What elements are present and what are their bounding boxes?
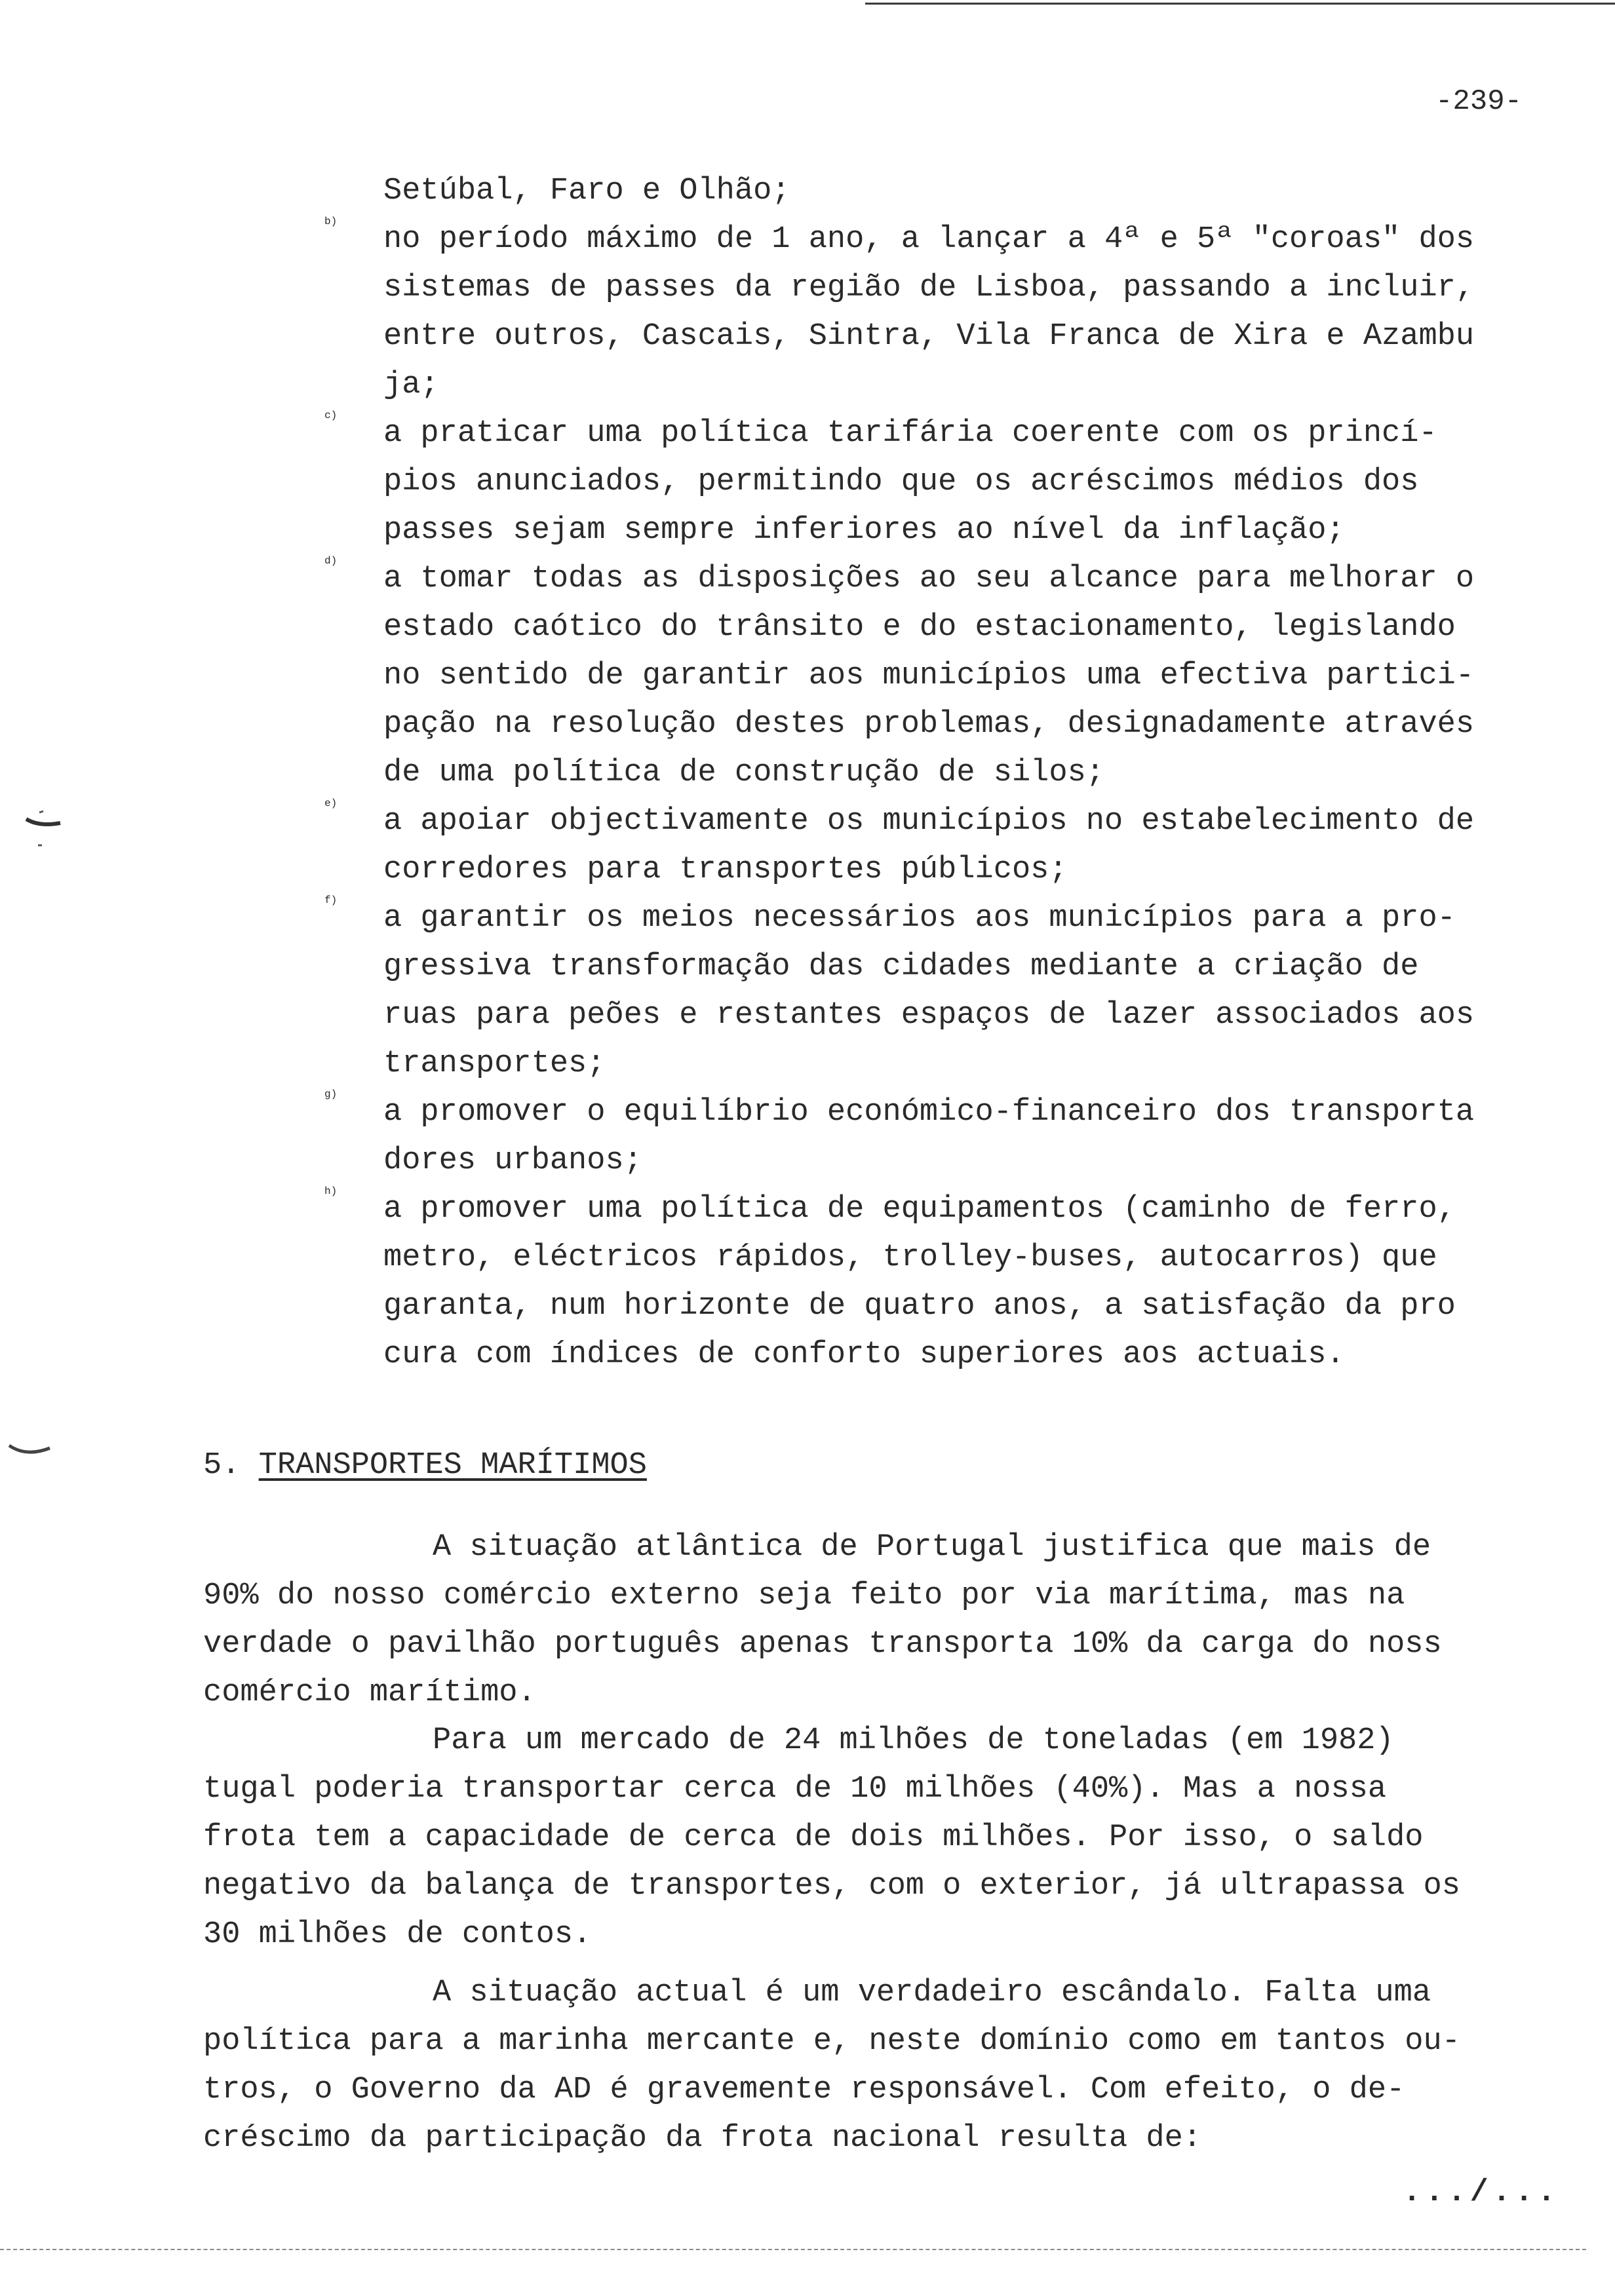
list-item-line: a promover o equilíbrio económico-financeiro dos transporta [383, 1095, 1475, 1130]
list-item-line: pios anunciados, permitindo que os acréscimos médios dos [383, 465, 1419, 499]
paragraph-line: créscimo da participação da frota nacional resulta de: [203, 2121, 1202, 2156]
list-item-line: garanta, num horizonte de quatro anos, a satisfação da pro [383, 1289, 1456, 1324]
list-item-line: pação na resolução destes problemas, designadamente através [383, 707, 1475, 742]
list-item-line: a garantir os meios necessários aos municípios para a pro- [383, 901, 1456, 936]
list-item-line: entre outros, Cascais, Sintra, Vila Franca de Xira e Azambu [383, 319, 1475, 354]
list-item-line: gressiva transformação das cidades mediante a criação de [383, 949, 1419, 984]
list-item-line: metro, eléctricos rápidos, trolley-buses, autocarros) que [383, 1240, 1437, 1275]
paragraph-line: A situação actual é um verdadeiro escândalo. Falta uma [433, 1976, 1431, 2010]
list-item-line: ja; [383, 368, 439, 402]
list-item-e [324, 797, 1557, 894]
section-title: TRANSPORTES MARÍTIMOS [258, 1448, 647, 1483]
list-item-label: f) [324, 894, 338, 906]
paragraph-line: 30 milhões de contos. [203, 1917, 592, 1952]
list-item-line: no sentido de garantir aos municípios uma efectiva partici- [383, 659, 1475, 693]
list-item-label: b) [324, 216, 338, 227]
list-item-d [324, 555, 1557, 797]
paragraph-line: verdade o pavilhão português apenas transporta 10% da carga do noss [203, 1627, 1442, 1662]
list-item-a-continuation [383, 167, 1557, 216]
continuation-mark: .../... [1403, 2175, 1560, 2210]
paragraph-3 [203, 1969, 1540, 2163]
list-item-line: ruas para peões e restantes espaços de lazer associados aos [383, 998, 1475, 1033]
list-item-line: transportes; [383, 1046, 606, 1081]
paragraph-line: negativo da balança de transportes, com o exterior, já ultrapassa os [203, 1869, 1460, 1904]
page-number: -239- [1435, 85, 1523, 118]
list-item-c [324, 410, 1557, 555]
paragraph-line: 90% do nosso comércio externo seja feito por via marítima, mas na [203, 1578, 1405, 1613]
list-item-line: no período máximo de 1 ano, a lançar a 4ª e 5ª "coroas" dos [383, 222, 1475, 257]
section-heading [203, 1442, 647, 1490]
list-item-line: passes sejam sempre inferiores ao nível da inflação; [383, 513, 1345, 548]
list-item-line: Setúbal, Faro e Olhão; [383, 174, 790, 208]
list-item-line: de uma política de construção de silos; [383, 756, 1104, 790]
list-item-line: cura com índices de conforto superiores aos actuais. [383, 1337, 1345, 1372]
list-item-f [324, 894, 1557, 1088]
list-item-label: c) [324, 410, 338, 421]
section-number: 5. [203, 1448, 241, 1483]
paragraph-2 [203, 1717, 1540, 1959]
list-item-line: corredores para transportes públicos; [383, 852, 1068, 887]
paragraph-1 [203, 1523, 1540, 1717]
paragraph-line: comércio marítimo. [203, 1675, 536, 1710]
list-item-b [324, 216, 1557, 410]
binder-hole-mark-lower [0, 1428, 79, 1481]
binder-hole-mark-upper [0, 780, 79, 885]
list-item-line: a apoiar objectivamente os municípios no estabelecimento de [383, 804, 1475, 839]
list-item-label: d) [324, 555, 338, 567]
paragraph-line: frota tem a capacidade de cerca de dois milhões. Por isso, o saldo [203, 1820, 1424, 1855]
list-item-line: estado caótico do trânsito e do estacionamento, legislando [383, 610, 1456, 645]
list-item-label: e) [324, 797, 338, 809]
bottom-border-line [0, 2249, 1586, 2251]
list-item-line: a promover uma política de equipamentos (caminho de ferro, [383, 1192, 1456, 1227]
list-item-line: a praticar uma política tarifária coerente com os princí- [383, 416, 1437, 451]
list-item-label: h) [324, 1185, 338, 1197]
list-item-line: a tomar todas as disposições ao seu alcance para melhorar o [383, 562, 1475, 596]
list-item-label: g) [324, 1088, 338, 1100]
top-border-line [865, 3, 1615, 5]
list-item-line: dores urbanos; [383, 1143, 642, 1178]
list-item-g [324, 1088, 1557, 1185]
list-item-line: sistemas de passes da região de Lisboa, passando a incluir, [383, 271, 1475, 305]
paragraph-line: tugal poderia transportar cerca de 10 milhões (40%). Mas a nossa [203, 1772, 1387, 1807]
paragraph-line: política para a marinha mercante e, neste domínio como em tantos ou- [203, 2024, 1460, 2059]
paragraph-line: tros, o Governo da AD é gravemente responsável. Com efeito, o de- [203, 2073, 1405, 2107]
paragraph-line: A situação atlântica de Portugal justifica que mais de [433, 1530, 1431, 1565]
list-item-h [324, 1185, 1557, 1379]
paragraph-line: Para um mercado de 24 milhões de toneladas (em 1982) [433, 1723, 1394, 1758]
list-block [324, 167, 1557, 1379]
